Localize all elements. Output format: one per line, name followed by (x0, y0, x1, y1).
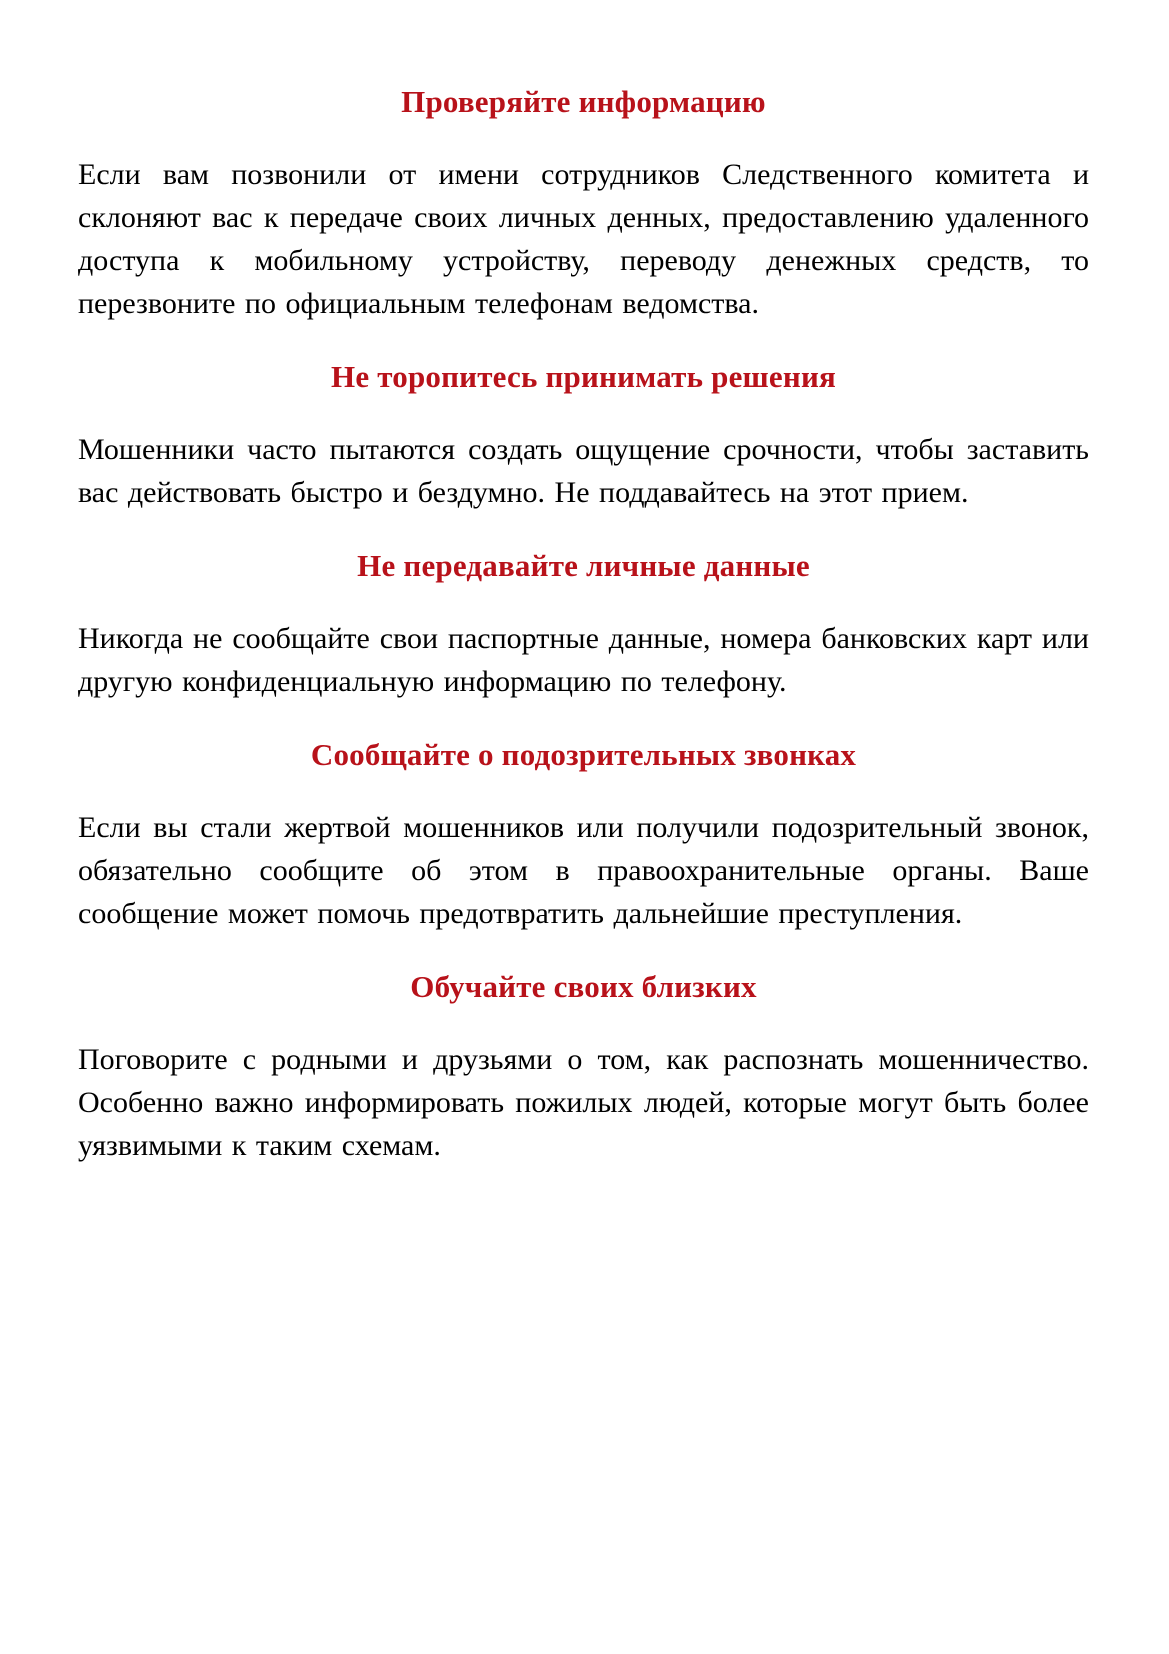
section-heading-dont-rush-decisions: Не торопитесь принимать решения (331, 359, 836, 394)
section-body-dont-rush-decisions: Мошенники часто пытаются создать ощущение срочности, чтобы заставить вас действовать быстро и бездумно. Не поддавайтесь на этот прием. (78, 433, 1089, 509)
section-body-educate-loved-ones: Поговорите с родными и друзьями о том, как распознать мошенничество. Особенно важно информировать пожилых людей, которые могут быть более уязвимыми к таким схемам. (78, 1043, 1089, 1162)
section-heading-educate-loved-ones: Обучайте своих близких (410, 969, 757, 1004)
section-educate-loved-ones (78, 965, 1089, 1167)
section-heading-report-suspicious-calls: Сообщайте о подозрительных звонках (310, 737, 857, 772)
section-dont-share-personal-data (78, 544, 1089, 703)
section-body-verify-information: Если вам позвонили от имени сотрудников Следственного комитета и склоняют вас к передаче своих личных денных, предоставлению удаленного доступа к мобильному устройству, переводу денежных средств, то перезвоните по официальным телефонам ведомства. (78, 158, 1089, 320)
section-body-dont-share-personal-data: Никогда не сообщайте свои паспортные данные, номера банковских карт или другую конфиденциальную информацию по телефону. (78, 622, 1089, 698)
section-heading-dont-share-personal-data: Не передавайте личные данные (357, 548, 810, 583)
section-body-report-suspicious-calls: Если вы стали жертвой мошенников или получили подозрительный звонок, обязательно сообщите об этом в правоохранительные органы. Ваше сообщение может помочь предотвратить дальнейшие преступления. (78, 811, 1089, 930)
section-heading-verify-information: Проверяйте информацию (401, 84, 766, 119)
section-dont-rush-decisions (78, 355, 1089, 514)
section-report-suspicious-calls (78, 733, 1089, 935)
section-verify-information (78, 80, 1089, 325)
